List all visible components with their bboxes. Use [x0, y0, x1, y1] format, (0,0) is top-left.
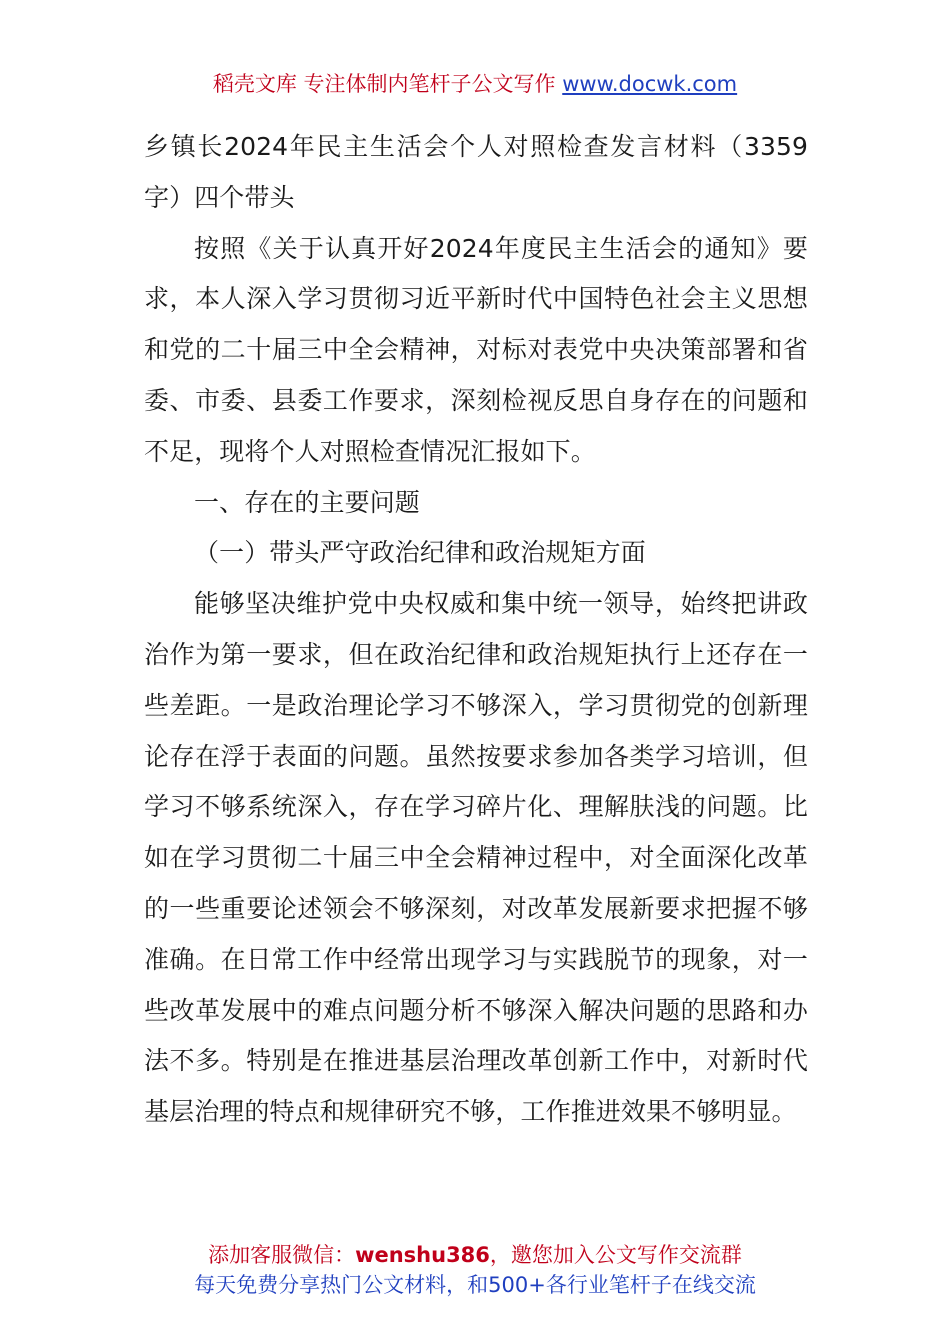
wechat-id: wenshu386: [355, 1243, 490, 1267]
header-brand: 稻壳文库 专注体制内笔杆子公文写作: [212, 72, 556, 96]
intro-paragraph: 按照《关于认真开好2024年度民主生活会的通知》要求，本人深入学习贯彻习近平新时代中国特色社会主义思想和党的二十届三中全会精神，对标对表党中央决策部署和省委、市委、县委工作要求，深刻检视反思自身存在的问题和不足，现将个人对照检查情况汇报如下。: [144, 233, 808, 466]
site-header: [0, 70, 950, 98]
document-title: 乡镇长2024年民主生活会个人对照检查发言材料（3359字）四个带头: [144, 132, 808, 212]
footer-contact: [0, 1241, 950, 1269]
section-heading: 一、存在的主要问题: [194, 487, 420, 517]
subsection-heading: （一）带头严守政治纪律和政治规矩方面: [194, 538, 646, 568]
header-url-link[interactable]: www.docwk.com: [562, 72, 738, 96]
document-body: [144, 122, 808, 1138]
footer-contact-suffix: ，邀您加入公文写作交流群: [489, 1243, 742, 1267]
body-paragraph: 能够坚决维护党中央权威和集中统一领导，始终把讲政治作为第一要求，但在政治纪律和政治规矩执行上还存在一些差距。一是政治理论学习不够深入，学习贯彻党的创新理论存在浮于表面的问题。虽然按要求参加各类学习培训，但学习不够系统深入，存在学习碎片化、理解肤浅的问题。比如在学习贯彻二十届三中全会精神过程中，对全面深化改革的一些重要论述领会不够深刻，对改革发展新要求把握不够准确。在日常工作中经常出现学习与实践脱节的现象，对一些改革发展中的难点问题分析不够深入解决问题的思路和办法不多。特别是在推进基层治理改革创新工作中，对新时代基层治理的特点和规律研究不够，工作推进效果不够明显。: [144, 589, 808, 1127]
footer-promo: 每天免费分享热门公文材料，和500+各行业笔杆子在线交流: [194, 1273, 756, 1297]
footer-contact-prefix: 添加客服微信：: [208, 1243, 356, 1267]
